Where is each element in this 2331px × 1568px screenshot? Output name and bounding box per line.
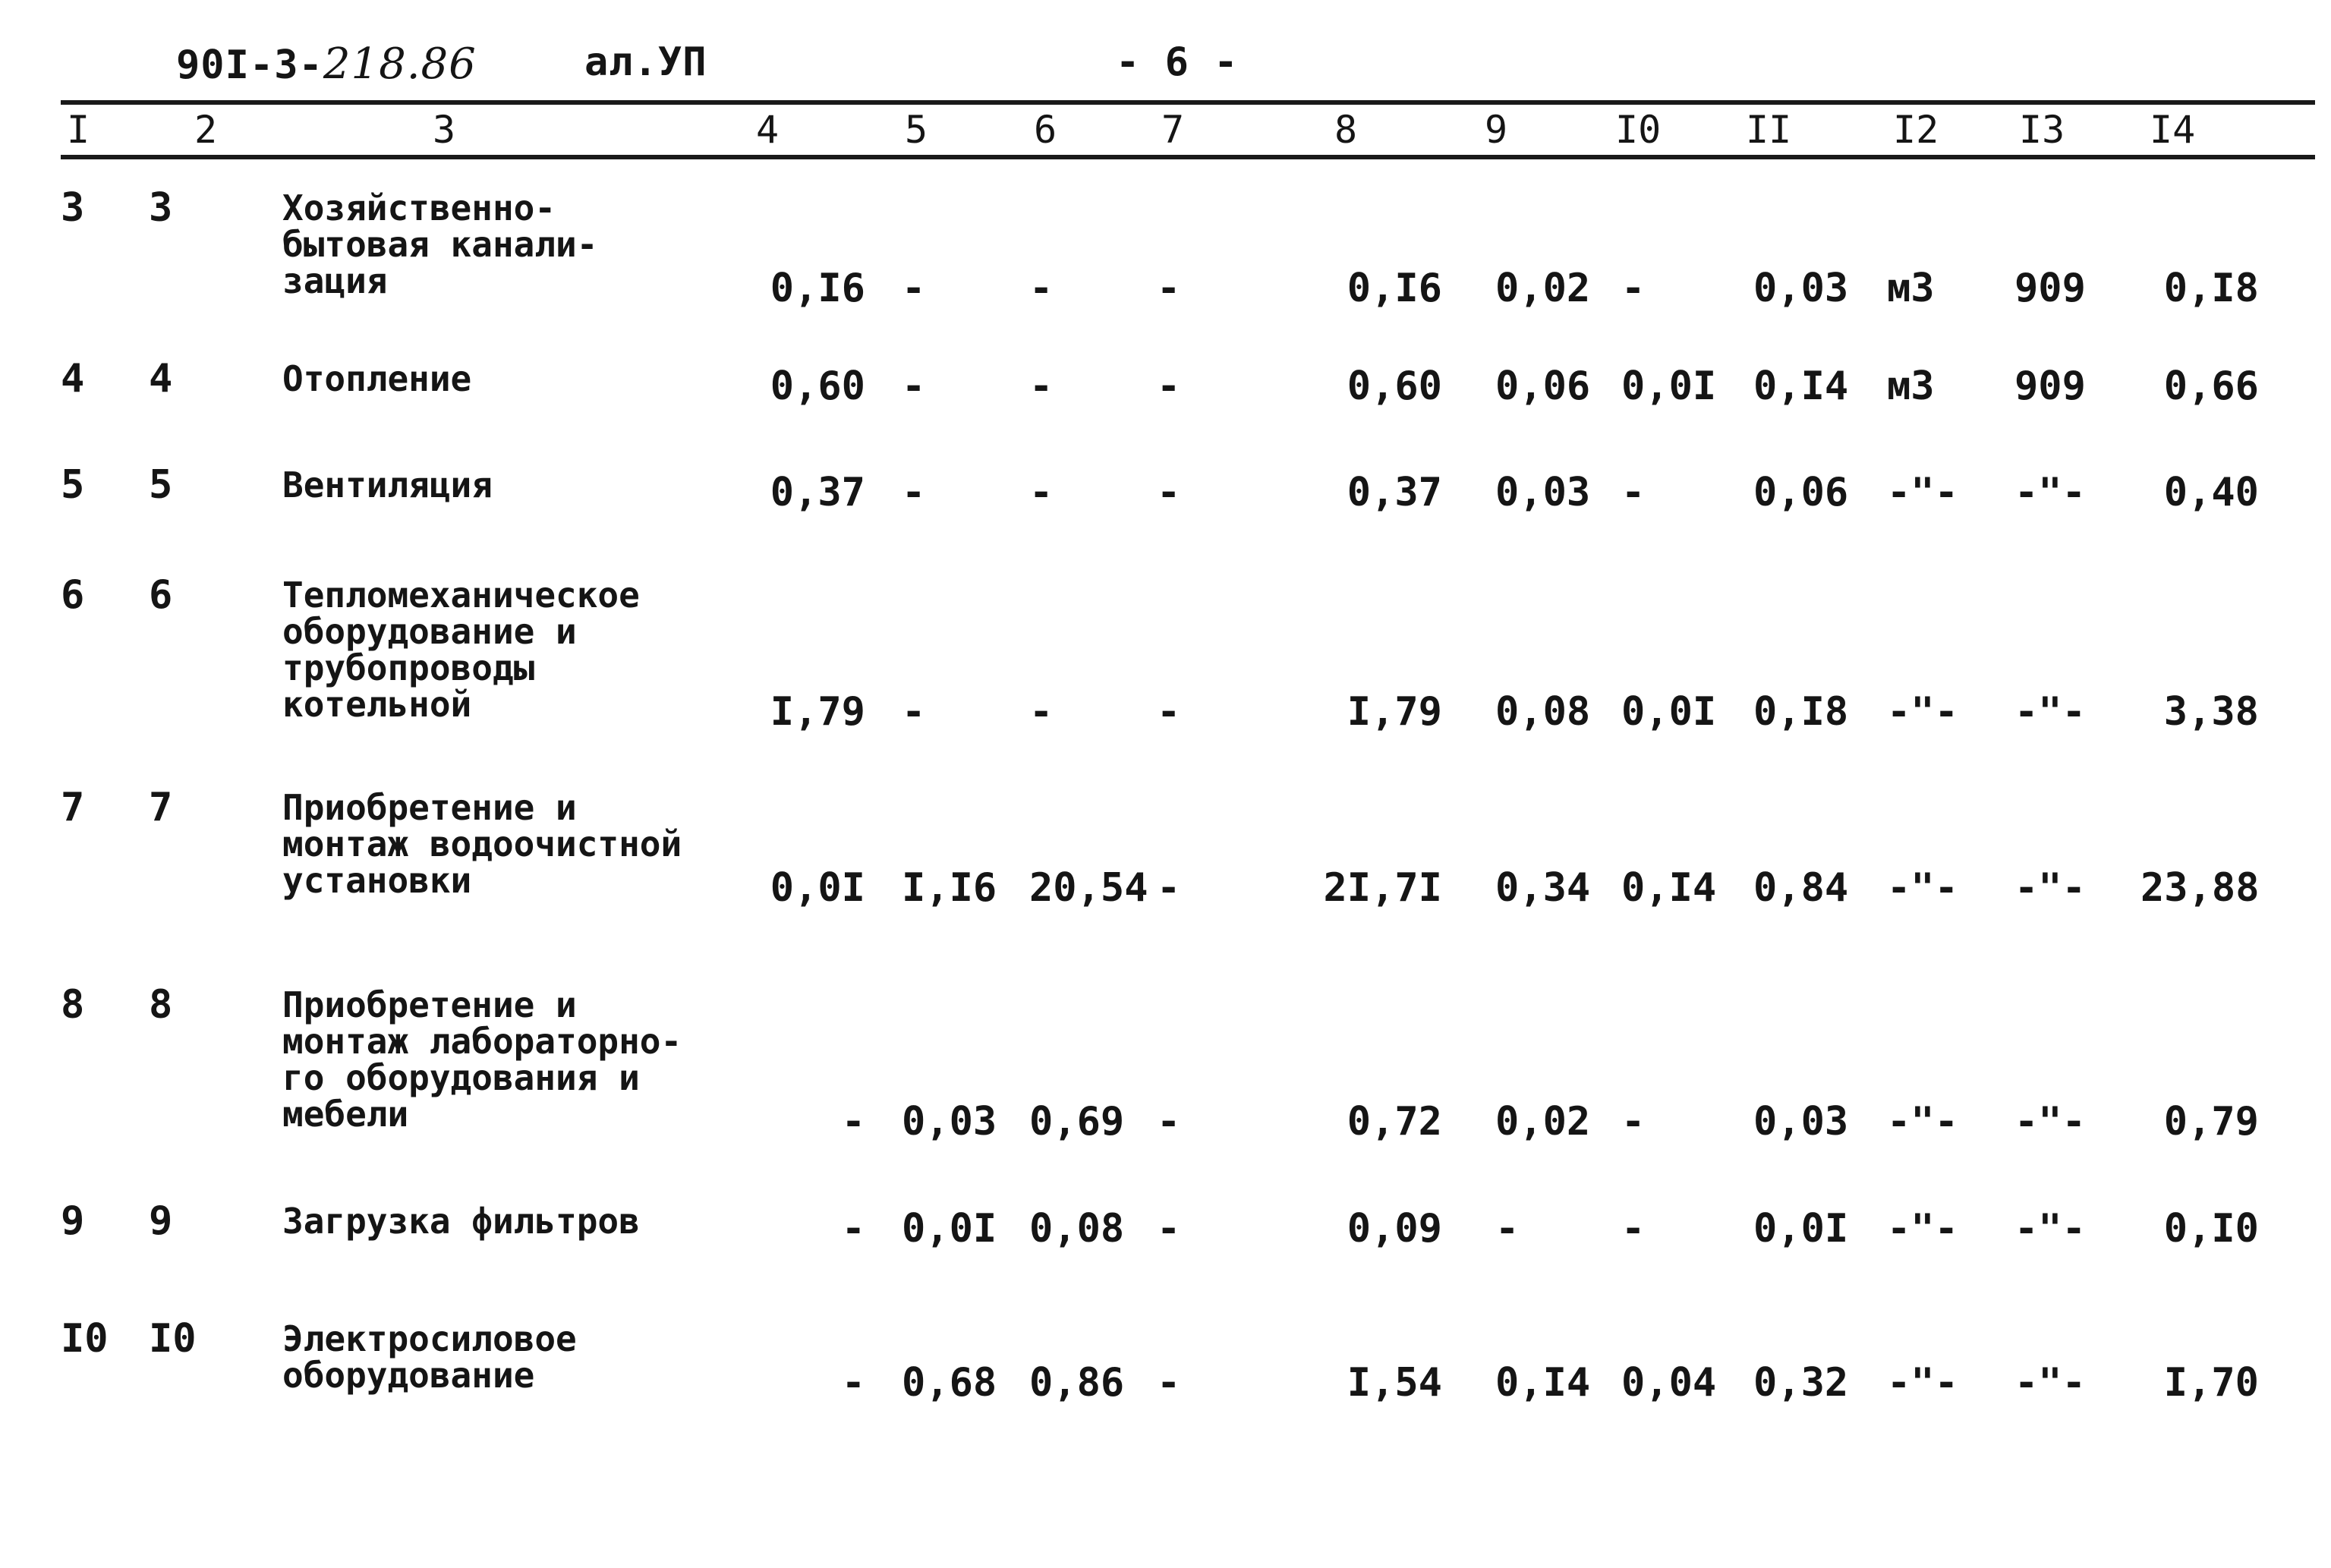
cell-c8: 2I,7I [1323,865,1442,911]
cell-c5: 0,03 [902,1099,997,1145]
cell-c12: -"- [1887,1206,1958,1252]
cell-c7: - [1157,364,1181,409]
cost-item-name: Вентиляция [282,464,493,505]
cell-c2: 4 [149,356,173,401]
album-number: ал.УП [584,39,707,85]
cell-c9: 0,34 [1495,865,1591,911]
cell-c11: 0,I4 [1753,364,1849,409]
cell-c12: -"- [1887,470,1958,515]
cell-c6: 0,86 [1029,1360,1125,1406]
column-number: 7 [1161,108,1185,152]
cell-c7: - [1157,865,1181,911]
cell-c11: 0,I8 [1753,689,1849,735]
cell-c4: 0,60 [770,364,865,409]
cell-c14: 0,I0 [2163,1206,2259,1252]
column-number: 4 [756,108,780,152]
column-number: 5 [905,108,928,152]
column-number: I [67,108,90,152]
column-number: 8 [1334,108,1358,152]
cell-c12: -"- [1887,865,1958,911]
cell-c1: 9 [61,1198,85,1244]
cell-c8: 0,09 [1347,1206,1442,1252]
cell-c4: - [841,1099,865,1145]
cell-c6: - [1029,470,1054,515]
cell-c6: 0,69 [1029,1099,1125,1145]
cell-c2: 9 [149,1198,173,1244]
cell-c10: - [1621,1206,1646,1252]
cell-c10: - [1621,470,1646,515]
cell-c5: - [902,689,926,735]
cell-c5: - [902,266,926,311]
cell-c10: - [1621,1099,1646,1145]
document-code-prefix: 90I-3- [176,43,323,88]
cell-c1: 4 [61,356,85,401]
cell-c7: - [1157,470,1181,515]
cell-c5: - [902,470,926,515]
cell-c5: I,I6 [902,865,997,911]
cell-c13: -"- [2014,689,2086,735]
column-number: I3 [2019,108,2065,152]
column-number: I4 [2150,108,2196,152]
cost-item-name: Приобретение и монтаж водоочистной установки [282,787,682,901]
cell-c9: 0,02 [1495,1099,1591,1145]
cell-c14: I,70 [2163,1360,2259,1406]
header-bottom-rule [61,155,2315,159]
cell-c8: I,54 [1347,1360,1442,1406]
table-top-rule [61,100,2315,105]
cell-c12: -"- [1887,689,1958,735]
cell-c1: 5 [61,462,85,508]
cell-c2: 5 [149,462,173,508]
cell-c1: 7 [61,785,85,830]
cell-c11: 0,06 [1753,470,1849,515]
cell-c13: -"- [2014,470,2086,515]
cell-c7: - [1157,1360,1181,1406]
cell-c9: 0,02 [1495,266,1591,311]
cell-c8: 0,I6 [1347,266,1442,311]
cell-c2: 6 [149,572,173,618]
cell-c2: 3 [149,185,173,231]
cell-c13: 909 [2014,266,2086,311]
cell-c4: 0,I6 [770,266,865,311]
cell-c4: 0,37 [770,470,865,515]
cell-c13: 909 [2014,364,2086,409]
table-row [0,572,2331,759]
table-row [0,785,2331,971]
cost-item-name: Хозяйственно- бытовая канали- зация [282,187,598,301]
cell-c11: 0,0I [1753,1206,1849,1252]
cell-c10: 0,04 [1621,1360,1717,1406]
cell-c11: 0,84 [1753,865,1849,911]
cell-c13: -"- [2014,1360,2086,1406]
cell-c13: -"- [2014,1206,2086,1252]
cell-c7: - [1157,266,1181,311]
cell-c14: 3,38 [2163,689,2259,735]
cell-c14: 0,40 [2163,470,2259,515]
cell-c13: -"- [2014,865,2086,911]
cell-c11: 0,03 [1753,266,1849,311]
cell-c12: -"- [1887,1360,1958,1406]
cell-c12: м3 [1887,364,1935,409]
table-row [0,982,2331,1169]
column-number: II [1746,108,1792,152]
cell-c4: 0,0I [770,865,865,911]
cost-item-name: Электросиловое оборудование [282,1318,577,1396]
cell-c9: 0,06 [1495,364,1591,409]
cell-c8: 0,72 [1347,1099,1442,1145]
cell-c6: - [1029,266,1054,311]
cost-item-name: Приобретение и монтаж лабораторно- го оборудования и мебели [282,984,682,1135]
cell-c6: - [1029,364,1054,409]
cell-c1: 3 [61,185,85,231]
cell-c5: - [902,364,926,409]
cell-c4: - [841,1360,865,1406]
column-number: 2 [194,108,218,152]
cell-c7: - [1157,689,1181,735]
column-number-header [0,108,2331,153]
cell-c14: 23,88 [2140,865,2260,911]
cell-c11: 0,03 [1753,1099,1849,1145]
cell-c6: 20,54 [1029,865,1148,911]
table-row [0,185,2331,372]
cell-c8: 0,37 [1347,470,1442,515]
cell-c9: 0,I4 [1495,1360,1591,1406]
cell-c9: 0,08 [1495,689,1591,735]
cell-c7: - [1157,1099,1181,1145]
column-number: I2 [1893,108,1939,152]
cell-c13: -"- [2014,1099,2086,1145]
cell-c4: I,79 [770,689,865,735]
cell-c5: 0,68 [902,1360,997,1406]
cell-c10: 0,0I [1621,364,1717,409]
document-code-handwritten: 218.86 [323,39,477,89]
cell-c9: 0,03 [1495,470,1591,515]
column-number: 3 [433,108,456,152]
cell-c10: 0,I4 [1621,865,1717,911]
cost-item-name: Тепломеханическое оборудование и трубопроводы котельной [282,575,640,725]
column-number: 9 [1485,108,1508,152]
cell-c6: 0,08 [1029,1206,1125,1252]
cell-c1: 8 [61,982,85,1028]
page-number: - 6 - [1116,39,1239,85]
cell-c2: 8 [149,982,173,1028]
cell-c5: 0,0I [902,1206,997,1252]
cell-c7: - [1157,1206,1181,1252]
cell-c9: - [1495,1206,1520,1252]
cell-c2: I0 [149,1316,197,1362]
cell-c12: -"- [1887,1099,1958,1145]
column-number: I0 [1615,108,1662,152]
cell-c1: 6 [61,572,85,618]
cell-c8: 0,60 [1347,364,1442,409]
cell-c2: 7 [149,785,173,830]
column-number: 6 [1034,108,1057,152]
cell-c12: м3 [1887,266,1935,311]
cell-c4: - [841,1206,865,1252]
cost-item-name: Загрузка фильтров [282,1201,640,1242]
cell-c14: 0,66 [2163,364,2259,409]
cost-item-name: Отопление [282,358,472,399]
cell-c8: I,79 [1347,689,1442,735]
table-row [0,1316,2331,1503]
cell-c10: 0,0I [1621,689,1717,735]
document-code [176,39,477,89]
cell-c10: - [1621,266,1646,311]
cell-c6: - [1029,689,1054,735]
cell-c1: I0 [61,1316,109,1362]
cell-c14: 0,79 [2163,1099,2259,1145]
cell-c11: 0,32 [1753,1360,1849,1406]
cell-c14: 0,I8 [2163,266,2259,311]
